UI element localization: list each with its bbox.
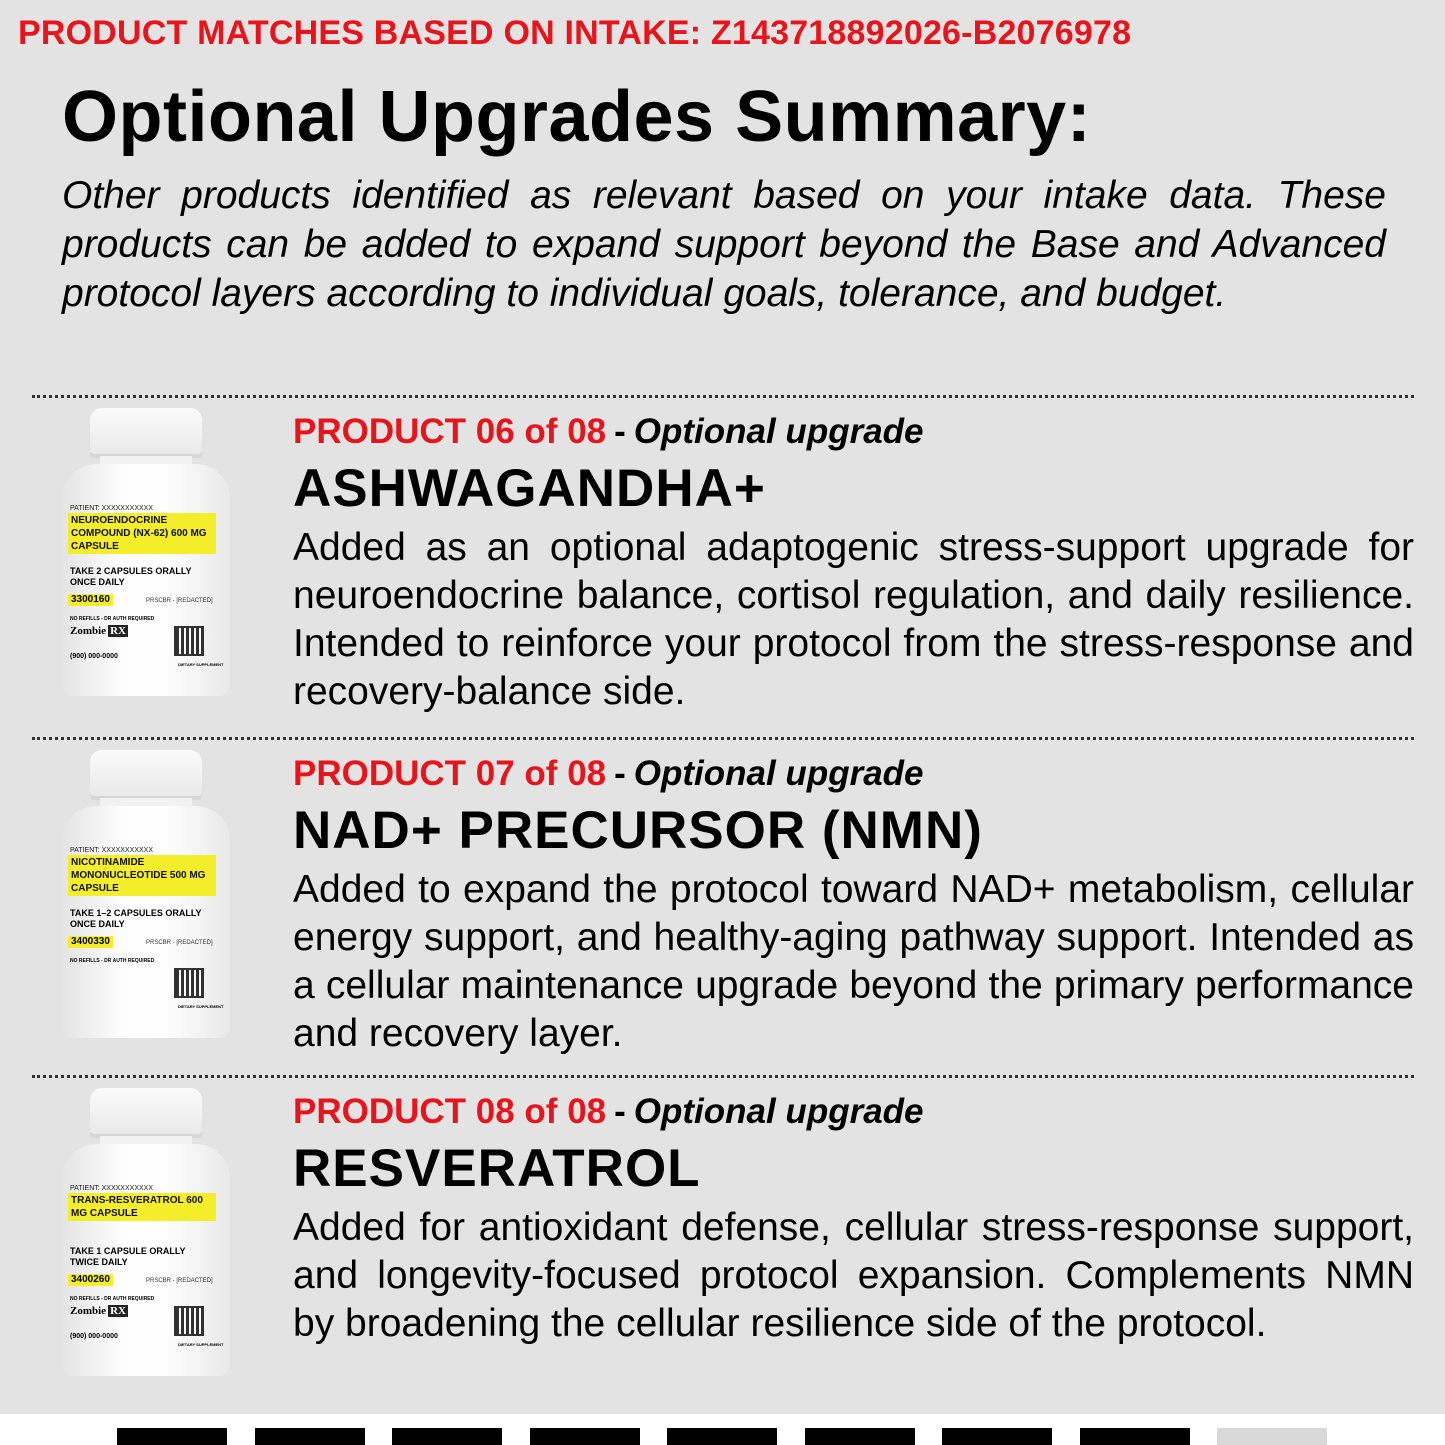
product-name: NAD+ PRECURSOR (NMN) — [293, 801, 983, 860]
product-meta: PRODUCT 08 of 08 - Optional upgrade — [293, 1092, 924, 1131]
progress-segment — [1080, 1428, 1190, 1445]
divider — [32, 1075, 1414, 1078]
product-count: PRODUCT 07 of 08 — [293, 754, 607, 793]
page-progress-indicator — [0, 1414, 1445, 1445]
product-name: RESVERATROL — [293, 1139, 701, 1198]
product-count: PRODUCT 08 of 08 — [293, 1092, 607, 1131]
product-description: Added as an optional adaptogenic stress-support upgrade for neuroendocrine balance, cortisol regulation, and daily resilience. Intended to reinforce your protocol from the stress-response and recovery-balance side. — [293, 526, 1414, 713]
product-card-08 — [0, 1080, 1445, 1410]
product-name: ASHWAGANDHA+ — [293, 459, 766, 518]
supplement-bottle-image — [62, 750, 230, 1038]
progress-segment — [117, 1428, 227, 1445]
bottle-label: PATIENT: XXXXXXXXXXX NEUROENDOCRINE COMPOUND (NX-62) 600 MG CAPSULE TAKE 2 CAPSULES ORALLY ONCE DAILY 3300160 PRSCBR - [REDACTED] NO REFILLS - DR AUTH REQUIRED Zombie RX (900) 000-0000 DIETARY SUPPLEMENT — [70, 505, 224, 667]
divider — [32, 737, 1414, 740]
product-description: Added for antioxidant defense, cellular stress-response support, and longevity-focused protocol expansion. Complements NMN by broadening the cellular resilience side of the protocol. — [293, 1206, 1414, 1345]
product-description: Added to expand the protocol toward NAD+ metabolism, cellular energy support, and healthy-aging pathway support. Intended as a cellular maintenance upgrade beyond the primary performance and recovery layer. — [293, 868, 1414, 1055]
divider — [32, 395, 1414, 398]
bottle-label: PATIENT: XXXXXXXXXXX TRANS-RESVERATROL 600 MG CAPSULE TAKE 1 CAPSULE ORALLY TWICE DAILY 3400260 PRSCBR - [REDACTED] NO REFILLS - DR AUTH REQUIRED Zombie RX (900) 000-0000 DIETARY SUPPLEMENT — [70, 1185, 224, 1347]
supplement-bottle-image — [62, 408, 230, 696]
product-tag: Optional upgrade — [633, 754, 924, 793]
product-card-06 — [0, 400, 1445, 730]
product-tag: Optional upgrade — [633, 1092, 924, 1131]
progress-segment — [530, 1428, 640, 1445]
qr-code-icon — [176, 970, 202, 996]
progress-segment — [255, 1428, 365, 1445]
qr-code-icon — [176, 1308, 202, 1334]
product-card-07 — [0, 742, 1445, 1072]
progress-segment — [667, 1428, 777, 1445]
qr-code-icon — [176, 628, 202, 654]
bottle-label: PATIENT: XXXXXXXXXXX NICOTINAMIDE MONONUCLEOTIDE 500 MG CAPSULE TAKE 1–2 CAPSULES ORALLY ONCE DAILY 3400330 PRSCBR - [REDACTED] NO REFILLS - DR AUTH REQUIRED DIETARY SUPPLEMENT — [70, 847, 224, 1009]
intro-paragraph: Other products identified as relevant based on your intake data. These products can be added to expand support beyond the Base and Advanced protocol layers according to individual goals, tolerance, and budget. — [62, 174, 1386, 315]
product-count: PRODUCT 06 of 08 — [293, 412, 607, 451]
intake-match-line: PRODUCT MATCHES BASED ON INTAKE: Z143718892026-B2076978 — [18, 14, 1132, 52]
product-meta: PRODUCT 07 of 08 - Optional upgrade — [293, 754, 924, 793]
product-tag: Optional upgrade — [633, 412, 924, 451]
progress-segment — [1217, 1428, 1327, 1445]
progress-segment — [805, 1428, 915, 1445]
supplement-bottle-image — [62, 1088, 230, 1376]
progress-segment — [392, 1428, 502, 1445]
page-title: Optional Upgrades Summary: — [62, 77, 1092, 157]
product-meta: PRODUCT 06 of 08 - Optional upgrade — [293, 412, 924, 451]
progress-segment — [942, 1428, 1052, 1445]
